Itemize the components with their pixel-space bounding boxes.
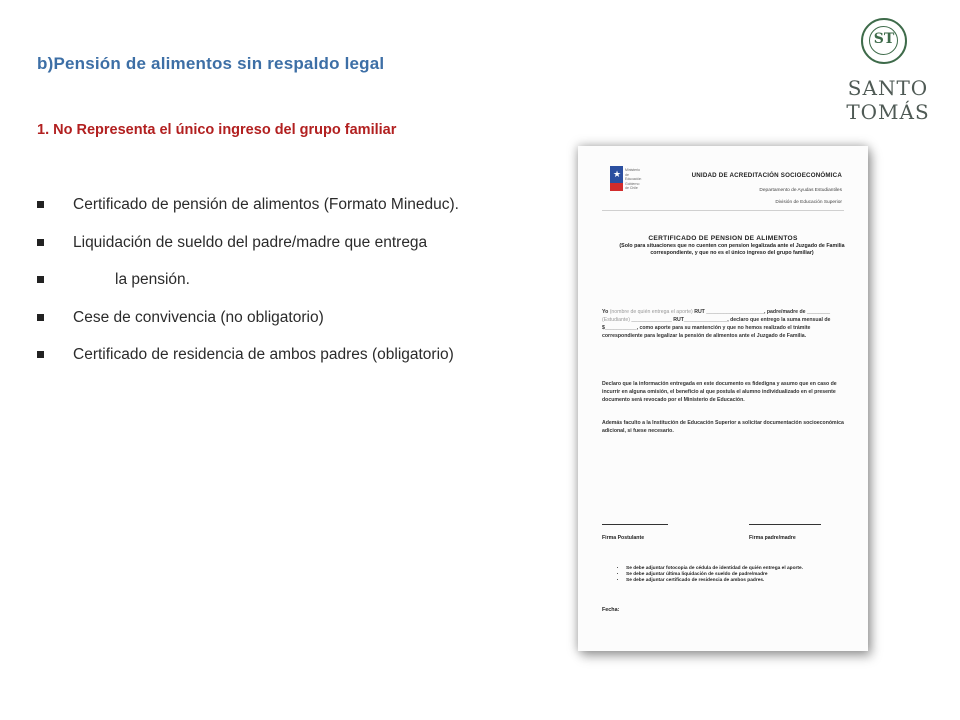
list-item: Certificado de residencia de ambos padres (obligatorio) bbox=[37, 344, 459, 382]
list-item: Cese de convivencia (no obligatorio) bbox=[37, 307, 459, 345]
doc-paragraph-3: Además faculto a la Institución de Educación Superior a solicitar documentación socioeconómica adicional, si fuese necesario. bbox=[602, 420, 844, 434]
santo-tomas-logo bbox=[840, 18, 936, 130]
square-bullet-icon bbox=[37, 314, 44, 321]
list-item: Liquidación de sueldo del padre/madre que entrega bbox=[37, 232, 459, 270]
square-bullet-icon bbox=[37, 276, 44, 283]
signature-applicant: Firma Postulante bbox=[602, 524, 668, 541]
doc-title: CERTIFICADO DE PENSION DE ALIMENTOS bbox=[648, 235, 798, 242]
square-bullet-icon bbox=[37, 239, 44, 246]
seal-icon: ST bbox=[861, 18, 907, 64]
subheading: 1. No Representa el único ingreso del grupo familiar bbox=[37, 122, 397, 138]
square-bullet-icon bbox=[37, 351, 44, 358]
signature-parent: Firma padre/madre bbox=[749, 524, 821, 541]
logo-word-santo: SANTO bbox=[847, 76, 929, 100]
doc-paragraph-1: Yo (nombre de quién entrega el aporte) RUT ____________________, padre/madre de ________ (Estudiante) ______________ RUT_______________, declaro que entrego la suma mensual de $___________, como aporte para su mantención y que no hemos realizado el trámite correspondiente para legalizar la pensión de alimentos ante el Juzgado de Familia. bbox=[602, 309, 831, 339]
logo-word-tomas: TOMÁS bbox=[846, 100, 930, 124]
date-label: Fecha: bbox=[602, 607, 620, 613]
section-heading: b)Pensión de alimentos sin respaldo legal bbox=[37, 54, 385, 73]
list-item: Certificado de pensión de alimentos (Formato Mineduc). bbox=[37, 194, 459, 232]
header-divider bbox=[602, 210, 844, 211]
doc-unit: UNIDAD DE ACREDITACIÓN SOCIOECONÓMICA bbox=[691, 172, 842, 179]
government-logo-icon: ★ Ministerio de Educación Gobierno de Chile bbox=[610, 166, 640, 200]
doc-paragraph-2: Declaro que la información entregada en este documento es fidedigna y asumo que en caso de incurrir en alguna omisión, el beneficio al que postula el alumno individualizado en el presente documento será revocado por el Ministerio de Educación. bbox=[602, 381, 837, 403]
certificate-document-image bbox=[578, 146, 868, 651]
list-item: • Se debe adjuntar última liquidación de sueldo de padre/madre bbox=[626, 572, 803, 578]
doc-notes bbox=[620, 566, 803, 585]
doc-department: Departamento de Ayudas Estudiantiles bbox=[759, 188, 842, 193]
doc-division: División de Educación Superior bbox=[775, 200, 842, 205]
doc-subtitle: (Solo para situaciones que no cuenten con pension legalizada ante el Juzgado de Familia correspondiente, y que no es el único ingreso del grupo familiar) bbox=[619, 243, 845, 256]
requirements-list bbox=[37, 194, 459, 382]
list-item: la pensión. bbox=[37, 269, 459, 307]
list-item: • Se debe adjuntar certificado de residencia de ambos padres. bbox=[626, 578, 803, 584]
square-bullet-icon bbox=[37, 201, 44, 208]
list-item: • Se debe adjuntar fotocopia de cédula de identidad de quién entrega el aporte. bbox=[626, 566, 803, 572]
